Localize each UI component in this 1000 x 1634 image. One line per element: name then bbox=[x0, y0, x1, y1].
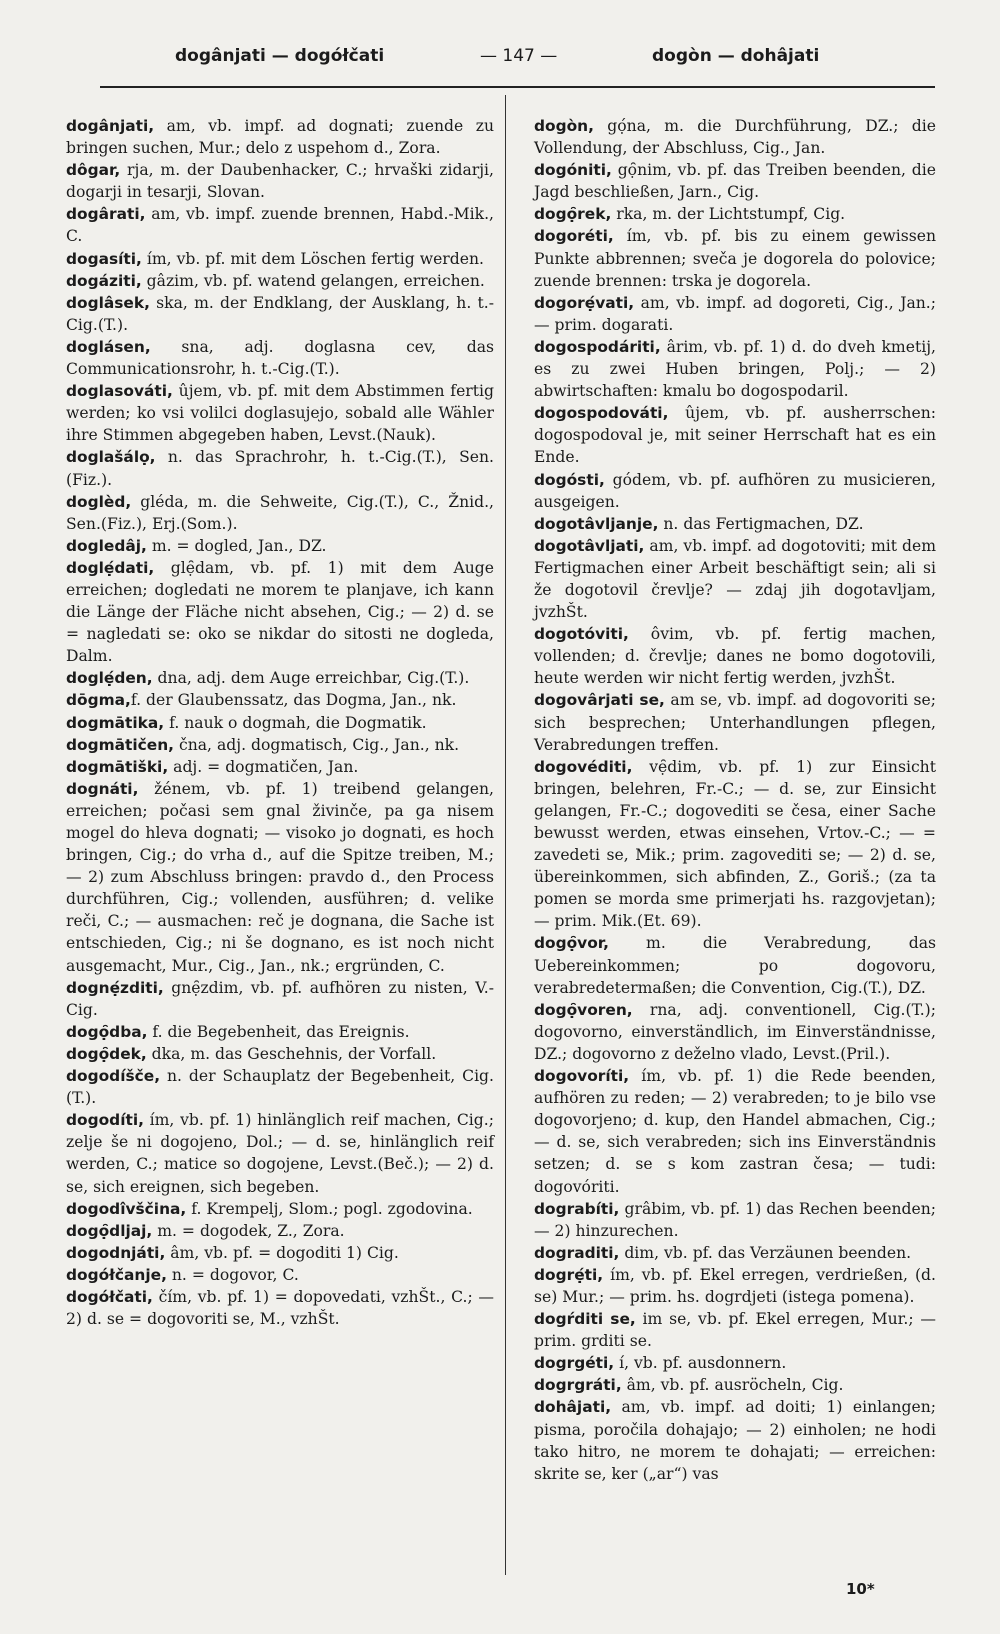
entry-headword: dogọ̑vor, bbox=[534, 934, 609, 953]
entry-headword: doglasováti, bbox=[66, 382, 173, 401]
dictionary-entry bbox=[534, 469, 936, 513]
entry-definition: ûjem, vb. pf. mit dem Abstimmen fertig werden; ko vsi volilci doglasujejo, sobald alle Wähler ihre Stimmen abgegeben haben, Levst.(Nauk). bbox=[66, 382, 494, 445]
entry-headword: dohâjati, bbox=[534, 1398, 612, 1417]
entry-definition: f. nauk o dogmah, die Dogmatik. bbox=[164, 713, 427, 732]
dictionary-entry bbox=[534, 1374, 936, 1396]
entry-headword: dogovârjati se, bbox=[534, 691, 665, 710]
entry-definition: vẹ̑dim, vb. pf. 1) zur Einsicht bringen, belehren, Fr.-C.; — d. se, zur Einsicht gelangen, Fr.-C.; dogovediti se česa, einer Sache bewusst werden, etwas einsehen, Vrtov.-C.; — = zavedeti se, Mik.; prim. zagovediti se; — 2) d. se, übereinkommen, sich abfinden, Z., Goriš.; (za ta pomen se morda sme primerjati hs. razgovjetan); — prim. Mik.(Et. 69). bbox=[534, 757, 936, 931]
dictionary-entry bbox=[66, 446, 494, 490]
dictionary-entry bbox=[66, 689, 494, 711]
entry-headword: dogółčanje, bbox=[66, 1265, 167, 1284]
entry-headword: doglèd, bbox=[66, 492, 132, 511]
dictionary-entry bbox=[66, 557, 494, 667]
entry-definition: m. = dogled, Jan., DZ. bbox=[146, 536, 327, 555]
dictionary-entry bbox=[66, 1043, 494, 1065]
dictionary-entry bbox=[66, 380, 494, 446]
dictionary-entry bbox=[66, 1220, 494, 1242]
entry-headword: dogospodováti, bbox=[534, 404, 669, 423]
entry-definition: čím, vb. pf. 1) = dopovedati, vzhŠt., C.; — 2) d. se = dogovoriti se, M., vzhŠt. bbox=[66, 1287, 494, 1329]
entry-headword: dogọ̑voren, bbox=[534, 1000, 633, 1019]
entry-definition: dka, m. das Geschehnis, der Vorfall. bbox=[146, 1044, 437, 1063]
entry-headword: dogotâvljanje, bbox=[534, 514, 659, 533]
entry-definition: grâbim, vb. pf. 1) das Rechen beenden; — 2) hinzurechen. bbox=[534, 1199, 936, 1240]
dictionary-entry bbox=[66, 1286, 494, 1330]
signature-mark: 10* bbox=[846, 1580, 875, 1598]
entry-headword: dogọ̑dljaj, bbox=[66, 1221, 153, 1240]
dictionary-entry bbox=[66, 159, 494, 203]
entry-definition: glẹ̑dam, vb. pf. 1) mit dem Auge erreichen; dogledati ne morem te planjave, ich kann die Länge der Fläche nicht absehen, Cig.; — 2) d. se = nagledati se: oko se nikdar do sitosti ne dogleda, Dalm. bbox=[66, 558, 494, 666]
dictionary-entry bbox=[66, 1264, 494, 1286]
entry-definition: dna, adj. dem Auge erreichbar, Cig.(T.). bbox=[152, 669, 470, 688]
entry-definition: čna, adj. dogmatisch, Cig., Jan., nk. bbox=[174, 735, 460, 754]
entry-definition: ûjem, vb. pf. ausherrschen: dogospodoval je, mit seiner Herrschaft hat es ein Ende. bbox=[534, 404, 936, 467]
dictionary-entry bbox=[66, 270, 494, 292]
entry-headword: dōgma, bbox=[66, 691, 131, 710]
entry-definition: gnẹ̑zdim, vb. pf. aufhören zu nisten, V.-Cig. bbox=[66, 978, 494, 1019]
dictionary-entry bbox=[534, 1352, 936, 1374]
entry-headword: dograbíti, bbox=[534, 1199, 620, 1218]
entry-definition: gódem, vb. pf. aufhören zu musicieren, ausgeigen. bbox=[534, 470, 936, 511]
entry-headword: dogovoríti, bbox=[534, 1067, 630, 1086]
entry-headword: doglašálọ, bbox=[66, 448, 156, 467]
left-column bbox=[66, 115, 494, 1330]
entry-headword: dogọ̑rek, bbox=[534, 205, 612, 224]
entry-definition: ím, vb. pf. 1) hinlänglich reif machen, Cig.; zelje še ni dogojeno, Dol.; — d. se, hinlänglich reif werden, C.; matice so dogojene, Levst.(Beč.); — 2) d. se, sich ereignen, sich begeben. bbox=[66, 1111, 494, 1196]
entry-definition: rna, adj. conventionell, Cig.(T.); dogovorno, einverständlich, im Einverständnisse, DZ.; dogovorno z deželno vlado, Levst.(Pril.). bbox=[534, 1000, 936, 1063]
entry-headword: doglásen, bbox=[66, 337, 151, 356]
dictionary-entry bbox=[66, 535, 494, 557]
entry-headword: dogodíti, bbox=[66, 1111, 144, 1130]
entry-headword: dognẹ́zditi, bbox=[66, 978, 164, 997]
dictionary-entry bbox=[66, 491, 494, 535]
entry-headword: dogółčati, bbox=[66, 1287, 153, 1306]
entry-definition: rka, m. der Lichtstumpf, Cig. bbox=[611, 205, 846, 224]
entry-definition: ârim, vb. pf. 1) d. do dveh kmetij, es zu zwei Huben bringen, Polj.; — 2) abwirtschaften: kmalu bo dogospodaril. bbox=[534, 337, 936, 401]
entry-headword: dogotóviti, bbox=[534, 625, 629, 644]
entry-definition: ím, vb. pf. 1) die Rede beenden, aufhören zu reden; — 2) verabreden; to je bilo vse dogovorjeno; d. kup, den Handel abmachen, Cig.; — d. se, sich verabreden; sich ins Einverständnis setzen; d. se s kom zastran česa; — tudi: dogovóriti. bbox=[534, 1067, 936, 1196]
dictionary-entry bbox=[66, 712, 494, 734]
entry-definition: ôvim, vb. pf. fertig machen, vollenden; d. črevlje; danes ne bomo dogotovili, heute werden wir nicht fertig werden, jvzhŠt. bbox=[534, 625, 936, 688]
dictionary-entry bbox=[66, 1065, 494, 1109]
right-column bbox=[534, 115, 936, 1485]
entry-headword: dogóniti, bbox=[534, 161, 612, 180]
entry-headword: dogodíšče, bbox=[66, 1067, 161, 1086]
entry-definition: am se, vb. impf. ad dogovoriti se; sich besprechen; Unterhandlungen pflegen, Verabredungen treffen. bbox=[534, 691, 936, 754]
entry-definition: âm, vb. pf. ausröcheln, Cig. bbox=[621, 1376, 844, 1395]
entry-definition: gọ́na, m. die Durchführung, DZ.; die Vollendung, der Abschluss, Cig., Jan. bbox=[534, 117, 936, 158]
entry-headword: dogmātika, bbox=[66, 713, 165, 732]
dictionary-entry bbox=[66, 1109, 494, 1197]
entry-definition: n. der Schauplatz der Begebenheit, Cig.(T.). bbox=[66, 1067, 494, 1108]
entry-headword: dogáziti, bbox=[66, 271, 142, 290]
entry-definition: âm, vb. pf. = dogoditi 1) Cig. bbox=[165, 1243, 399, 1262]
dictionary-entry bbox=[66, 248, 494, 270]
dictionary-entry bbox=[534, 159, 936, 203]
entry-headword: dogọ̑dek, bbox=[66, 1044, 147, 1063]
entry-headword: doglâsek, bbox=[66, 293, 150, 312]
dictionary-entry bbox=[534, 756, 936, 933]
dictionary-entry bbox=[534, 225, 936, 291]
entry-headword: dogrẹ́ti, bbox=[534, 1265, 604, 1284]
dictionary-entry bbox=[66, 1198, 494, 1220]
dictionary-entry bbox=[66, 667, 494, 689]
entry-definition: am, vb. impf. ad dognati; zuende zu bringen suchen, Mur.; delo z uspehom d., Zora. bbox=[66, 117, 494, 158]
entry-definition: gọ̑nim, vb. pf. das Treiben beenden, die Jagd beschließen, Jarn., Cig. bbox=[534, 161, 936, 202]
entry-definition: žénem, vb. pf. 1) treibend gelangen, erreichen; počasi sem gnal živinče, pa ga nisem mogel do hleva dognati; — visoko jo dognati, es hoch bringen, Cig.; do vrha d., auf die Spitze treiben, M.; — 2) zum Abschluss bringen: pravdo d., den Process durchführen, Cig.; vollenden, ausführen; d. velike reči, C.; — ausmachen: reč je dognana, die Sache ist entschieden, Cig.; ni še dognano, es ist noch nicht ausgemacht, Mur., Cig., Jan., nk.; ergründen, C. bbox=[66, 779, 494, 975]
entry-headword: dognáti, bbox=[66, 779, 139, 798]
entry-headword: dogmātiški, bbox=[66, 757, 169, 776]
entry-definition: í, vb. pf. ausdonnern. bbox=[614, 1354, 787, 1373]
entry-definition: n. das Sprachrohr, h. t.-Cig.(T.), Sen.(Fiz.). bbox=[66, 448, 494, 489]
dictionary-entry bbox=[534, 1198, 936, 1242]
dictionary-entry bbox=[66, 115, 494, 159]
entry-headword: dogânjati, bbox=[66, 117, 155, 135]
dictionary-entry bbox=[66, 734, 494, 756]
dictionary-entry bbox=[66, 336, 494, 380]
header-rule bbox=[100, 86, 935, 88]
entry-headword: dôgar, bbox=[66, 161, 121, 180]
entry-definition: f. die Begebenheit, das Ereignis. bbox=[147, 1022, 410, 1041]
entry-headword: dogodnjáti, bbox=[66, 1243, 166, 1262]
entry-headword: dogodîvščina, bbox=[66, 1199, 187, 1218]
entry-definition: m. = dogodek, Z., Zora. bbox=[152, 1221, 345, 1240]
entry-definition: im se, vb. pf. Ekel erregen, Mur.; — prim. grditi se. bbox=[534, 1310, 936, 1351]
entry-definition: m. die Verabredung, das Uebereinkommen; po dogovoru, verabredetermaßen; die Convention, Cig.(T.), DZ. bbox=[534, 934, 936, 997]
entry-headword: dogovéditi, bbox=[534, 757, 633, 776]
entry-headword: dogrgéti, bbox=[534, 1354, 615, 1373]
entry-definition: dim, vb. pf. das Verzäunen beenden. bbox=[619, 1243, 912, 1262]
dictionary-entry bbox=[534, 1065, 936, 1198]
dictionary-entry bbox=[534, 1242, 936, 1264]
header-left: dogânjati — dogółčati bbox=[175, 46, 385, 66]
dictionary-entry bbox=[534, 623, 936, 689]
dictionary-entry bbox=[534, 513, 936, 535]
entry-headword: dograditi, bbox=[534, 1243, 620, 1262]
entry-headword: dogospodáriti, bbox=[534, 337, 661, 356]
dictionary-entry bbox=[534, 336, 936, 402]
entry-headword: dogledâj, bbox=[66, 536, 147, 555]
entry-definition: gâzim, vb. pf. watend gelangen, erreichen. bbox=[141, 271, 485, 290]
entry-headword: doglẹ́dati, bbox=[66, 558, 155, 577]
dictionary-entry bbox=[534, 292, 936, 336]
dictionary-entry bbox=[66, 292, 494, 336]
dictionary-entry bbox=[66, 203, 494, 247]
entry-definition: ím, vb. pf. bis zu einem gewissen Punkte abbrennen; sveča je dogorela do polovice; zuende brennen: trska je dogorela. bbox=[534, 227, 936, 290]
entry-headword: dogòn, bbox=[534, 117, 594, 135]
entry-headword: dogorẹ́vati, bbox=[534, 293, 635, 312]
entry-headword: dogọ̑dba, bbox=[66, 1022, 148, 1041]
page-number: — 147 — bbox=[480, 46, 558, 66]
dictionary-entry bbox=[534, 1308, 936, 1352]
dictionary-entry bbox=[534, 1264, 936, 1308]
dictionary-entry bbox=[534, 1396, 936, 1484]
entry-headword: dogmātičen, bbox=[66, 735, 175, 754]
entry-definition: am, vb. impf. ad dogotoviti; mit dem Fertigmachen einer Arbeit beschäftigt sein; ali si že dogotovil črevlje? — zdaj jih dogotavljam, jvzhŠt. bbox=[534, 536, 936, 622]
entry-headword: dogŕditi se, bbox=[534, 1310, 636, 1329]
dictionary-entry bbox=[534, 203, 936, 225]
entry-headword: dogósti, bbox=[534, 470, 605, 489]
entry-definition: am, vb. impf. ad dogoreti, Cig., Jan.; — prim. dogarati. bbox=[534, 293, 936, 334]
dictionary-entry bbox=[66, 977, 494, 1021]
header-right: dogòn — dohâjati bbox=[652, 46, 820, 66]
entry-definition: adj. = dogmatičen, Jan. bbox=[168, 757, 359, 776]
dictionary-entry bbox=[534, 999, 936, 1065]
entry-definition: ím, vb. pf. mit dem Löschen fertig werden. bbox=[141, 249, 484, 268]
entry-definition: gléda, m. die Sehweite, Cig.(T.), C., Žnid., Sen.(Fiz.), Erj.(Som.). bbox=[66, 492, 494, 533]
entry-definition: n. das Fertigmachen, DZ. bbox=[658, 514, 864, 533]
entry-definition: n. = dogovor, C. bbox=[166, 1265, 299, 1284]
dictionary-entry bbox=[66, 756, 494, 778]
entry-headword: dogasíti, bbox=[66, 249, 142, 268]
entry-definition: sna, adj. doglasna cev, das Communicationsrohr, h. t.-Cig.(T.). bbox=[66, 337, 494, 379]
dictionary-entry bbox=[66, 1242, 494, 1264]
entry-definition: f. der Glaubenssatz, das Dogma, Jan., nk. bbox=[130, 691, 457, 710]
entry-definition: ska, m. der Endklang, der Ausklang, h. t.-Cig.(T.). bbox=[66, 293, 494, 334]
entry-headword: dogotâvljati, bbox=[534, 536, 645, 555]
running-head bbox=[0, 46, 1000, 78]
dictionary-entry bbox=[534, 932, 936, 998]
entry-headword: dogrgráti, bbox=[534, 1376, 622, 1395]
entry-definition: am, vb. impf. ad doiti; 1) einlangen; pisma, poročila dohajajo; — 2) einholen; ne hodi tako hitro, ne morem te dohajati; — erreichen: skrite se, ker („ar“) vas bbox=[534, 1398, 936, 1483]
column-rule bbox=[505, 95, 506, 1575]
dictionary-entry bbox=[534, 689, 936, 755]
entry-headword: dogoréti, bbox=[534, 227, 614, 246]
dictionary-entry bbox=[66, 778, 494, 977]
dictionary-entry bbox=[534, 535, 936, 623]
dictionary-entry bbox=[534, 115, 936, 159]
dictionary-entry bbox=[66, 1021, 494, 1043]
entry-headword: doglẹ́den, bbox=[66, 669, 153, 688]
entry-headword: dogârati, bbox=[66, 205, 146, 224]
entry-definition: rja, m. der Daubenhacker, C.; hrvaški zidarji, dogarji in tesarji, Slovan. bbox=[66, 161, 494, 202]
dictionary-entry bbox=[534, 402, 936, 468]
entry-definition: am, vb. impf. zuende brennen, Habd.-Mik., C. bbox=[66, 205, 494, 246]
entry-definition: ím, vb. pf. Ekel erregen, verdrießen, (d. se) Mur.; — prim. hs. dogrdjeti (istega pomena). bbox=[534, 1265, 936, 1306]
entry-definition: f. Krempelj, Slom.; pogl. zgodovina. bbox=[186, 1199, 473, 1218]
